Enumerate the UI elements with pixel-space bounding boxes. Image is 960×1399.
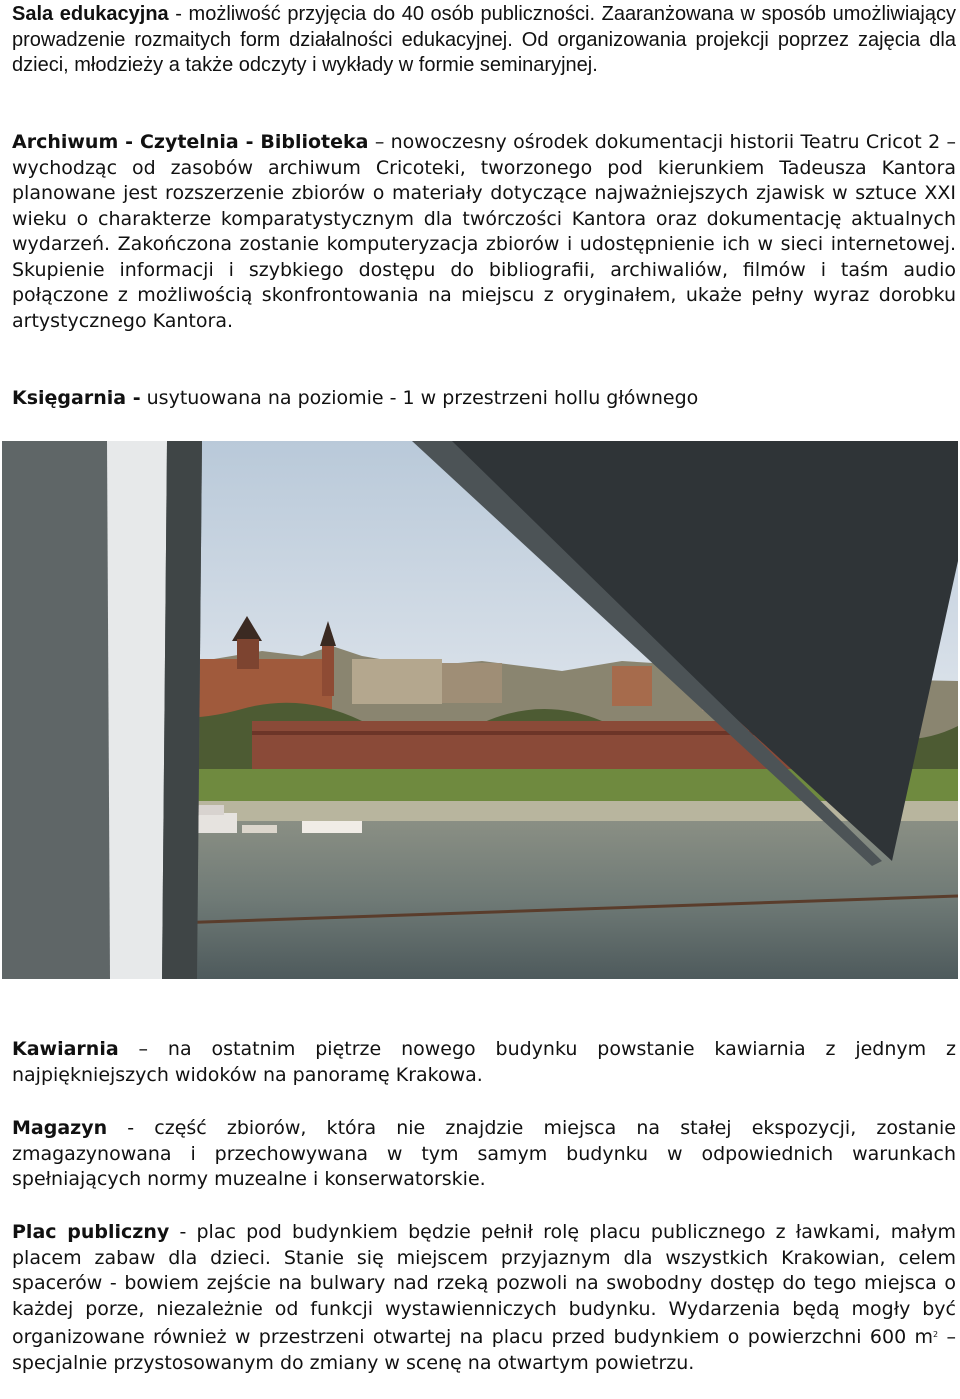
term-sala-edukacyjna: Sala edukacyjna <box>12 3 169 25</box>
term-magazyn: Magazyn <box>12 1117 108 1139</box>
description-magazyn: - część zbiorów, która nie znajdzie miejsca na stałej ekspozycji, zostanie zmagazynowana i przechowywana w tym samym budynku w odpowiednich warunkach spełniających normy muzealne i konserwatorskie. <box>12 1117 956 1190</box>
term-ksiegarnia: Księgarnia - <box>12 387 141 409</box>
description-sala-edukacyjna: - możliwość przyjęcia do 40 osób publiczności. Zaaranżowana w sposób umożliwiający prowadzenie rozmaitych form działalności edukacyjnej. Od organizowania projekcji poprzez zajęcia dla dzieci, młodzieży a także odczyty i wykłady w formie seminaryjnej. <box>12 3 956 76</box>
paragraph-archiwum <box>12 130 956 334</box>
bridge-beam-left <box>2 441 202 979</box>
area-unit-superscript: 2 <box>933 1330 939 1339</box>
term-plac-publiczny: Plac publiczny <box>12 1221 170 1243</box>
paragraph-kawiarnia <box>12 1037 956 1088</box>
paragraph-plac-publiczny <box>12 1220 956 1376</box>
description-ksiegarnia: usytuowana na poziomie - 1 w przestrzeni hollu głównego <box>140 387 699 409</box>
description-archiwum: – nowoczesny ośrodek dokumentacji historii Teatru Cricot 2 – wychodząc od zasobów archiwum Cricoteki, tworzonego pod kierunkiem Tadeusza Kantora planowane jest rozszerzenie zbiorów o materiały dotyczące najważniejszych zjawisk w sztuce XXI wieku o charakterze komparatystycznym dla twórczości Kantora oraz dokumentację aktualnych wydarzeń. Zakończona zostanie komputeryzacja zbiorów i udostępnienie ich w sieci internetowej. Skupienie informacji i szybkiego dostępu do bibliografii, archiwaliów, filmów i taśm audio połączone z możliwością skonfrontowania na miejscu z oryginałem, ukaże pełny wyraz dorobku artystycznego Kantora. <box>12 131 956 332</box>
photo-krakow-panorama <box>2 441 958 979</box>
term-kawiarnia: Kawiarnia <box>12 1038 119 1060</box>
description-plac-publiczny-end: – specjalnie przystosowanym do zmiany w scenę na otwartym powietrzu. <box>12 1326 956 1374</box>
paragraph-magazyn <box>12 1116 956 1193</box>
paragraph-sala-edukacyjna <box>12 2 956 79</box>
description-kawiarnia: – na ostatnim piętrze nowego budynku powstanie kawiarnia z jednym z najpiękniejszych widoków na panoramę Krakowa. <box>12 1038 956 1086</box>
term-archiwum: Archiwum - Czytelnia - Biblioteka <box>12 131 369 153</box>
paragraph-ksiegarnia <box>12 386 956 412</box>
description-plac-publiczny: - plac pod budynkiem będzie pełnił rolę placu publicznego z ławkami, małym placem zabaw dla dzieci. Stanie się miejscem przyjaznym dla wszystkich Krakowian, celem spacerów - bowiem zejście na bulwary nad rzeką pozwoli na swobodny dostęp do tego miejsca o każdej porze, niezależnie od funkcji wystawienniczych budynku. Wydarzenia będą mogły być organizowane również w przestrzeni otwartej na placu przed budynkiem o powierzchni 600 m <box>12 1221 956 1348</box>
